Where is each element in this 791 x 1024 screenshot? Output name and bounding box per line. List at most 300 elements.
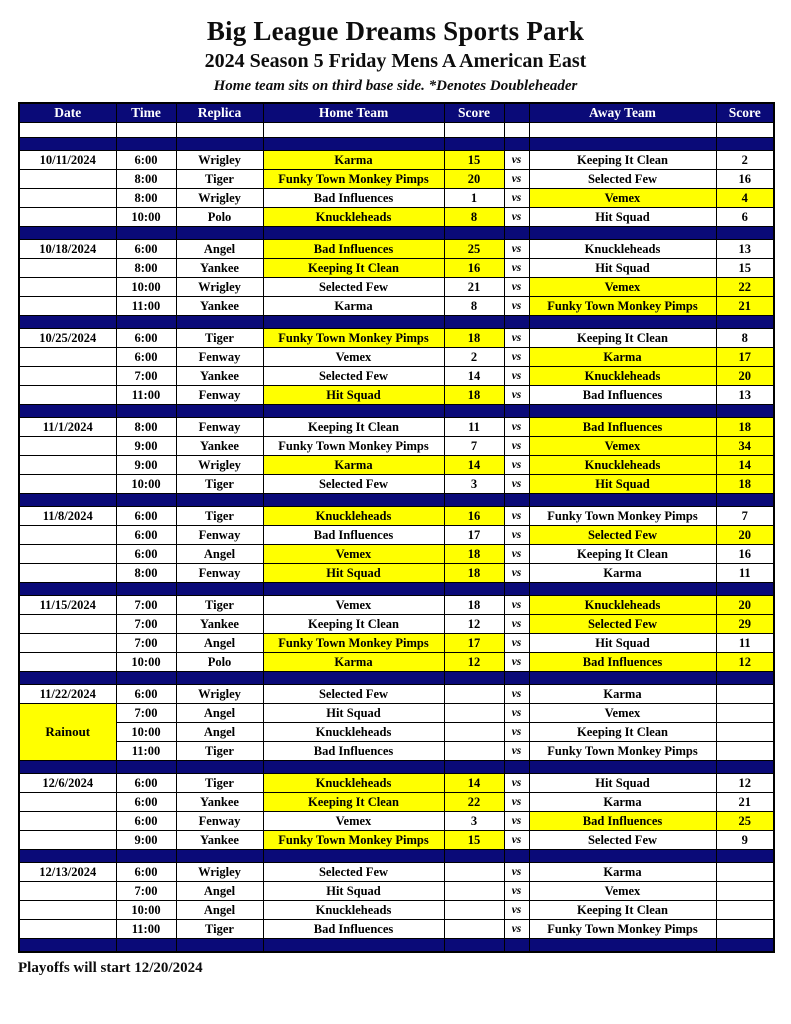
vs-cell: vs (504, 240, 529, 259)
vs-cell: vs (504, 653, 529, 672)
away-score-cell: 4 (716, 189, 774, 208)
away-score-cell: 16 (716, 170, 774, 189)
away-score-cell (716, 882, 774, 901)
replica-cell: Angel (176, 240, 263, 259)
away-team-cell: Bad Influences (529, 418, 716, 437)
home-score-cell: 18 (444, 386, 504, 405)
empty-cell (19, 123, 116, 138)
divider-cell (529, 761, 716, 774)
empty-cell (116, 123, 176, 138)
divider-cell (504, 316, 529, 329)
divider-cell (529, 583, 716, 596)
divider-cell (176, 405, 263, 418)
replica-cell: Angel (176, 882, 263, 901)
home-score-cell: 18 (444, 596, 504, 615)
home-score-cell: 20 (444, 170, 504, 189)
vs-cell: vs (504, 545, 529, 564)
away-score-cell: 11 (716, 564, 774, 583)
home-score-cell (444, 863, 504, 882)
away-score-cell: 11 (716, 634, 774, 653)
vs-cell: vs (504, 526, 529, 545)
game-row (19, 920, 774, 939)
vs-cell: vs (504, 863, 529, 882)
col-header-away-score: Score (716, 103, 774, 123)
divider-cell (263, 138, 444, 151)
replica-cell: Fenway (176, 386, 263, 405)
away-score-cell (716, 704, 774, 723)
col-header-away-team: Away Team (529, 103, 716, 123)
replica-cell: Fenway (176, 418, 263, 437)
home-score-cell: 17 (444, 526, 504, 545)
game-row (19, 507, 774, 526)
date-cell: 10/18/2024 (19, 240, 116, 259)
divider-cell (716, 850, 774, 863)
empty-cell (529, 123, 716, 138)
home-team-cell: Karma (263, 653, 444, 672)
time-cell: 7:00 (116, 596, 176, 615)
replica-cell: Yankee (176, 297, 263, 316)
home-score-cell: 18 (444, 545, 504, 564)
replica-cell: Wrigley (176, 151, 263, 170)
date-cell (19, 297, 116, 316)
game-row (19, 297, 774, 316)
home-score-cell (444, 704, 504, 723)
header-row (19, 103, 774, 123)
game-row (19, 278, 774, 297)
away-team-cell: Keeping It Clean (529, 901, 716, 920)
home-team-cell: Bad Influences (263, 742, 444, 761)
away-score-cell: 2 (716, 151, 774, 170)
home-score-cell: 15 (444, 831, 504, 850)
home-score-cell: 2 (444, 348, 504, 367)
time-cell: 6:00 (116, 329, 176, 348)
time-cell: 6:00 (116, 685, 176, 704)
schedule-table (18, 102, 775, 953)
vs-cell: vs (504, 259, 529, 278)
divider-cell (116, 138, 176, 151)
away-score-cell: 12 (716, 774, 774, 793)
date-cell: 10/25/2024 (19, 329, 116, 348)
game-row (19, 526, 774, 545)
game-row (19, 564, 774, 583)
date-cell: 12/6/2024 (19, 774, 116, 793)
vs-cell: vs (504, 723, 529, 742)
game-row (19, 475, 774, 494)
game-row (19, 208, 774, 227)
date-cell (19, 793, 116, 812)
away-score-cell: 21 (716, 297, 774, 316)
vs-cell: vs (504, 920, 529, 939)
replica-cell: Angel (176, 634, 263, 653)
away-score-cell: 18 (716, 475, 774, 494)
replica-cell: Yankee (176, 367, 263, 386)
home-score-cell: 3 (444, 475, 504, 494)
vs-cell: vs (504, 329, 529, 348)
date-cell (19, 348, 116, 367)
divider-cell (716, 494, 774, 507)
divider-cell (176, 138, 263, 151)
vs-cell: vs (504, 793, 529, 812)
time-cell: 10:00 (116, 475, 176, 494)
home-team-cell: Keeping It Clean (263, 615, 444, 634)
divider-cell (116, 939, 176, 953)
divider-cell (263, 227, 444, 240)
time-cell: 8:00 (116, 170, 176, 189)
vs-cell: vs (504, 456, 529, 475)
date-cell (19, 189, 116, 208)
away-team-cell: Karma (529, 348, 716, 367)
divider-cell (444, 672, 504, 685)
divider-cell (716, 227, 774, 240)
game-row (19, 704, 774, 723)
game-row (19, 418, 774, 437)
divider-cell (716, 761, 774, 774)
replica-cell: Angel (176, 723, 263, 742)
away-team-cell: Karma (529, 863, 716, 882)
home-team-cell: Bad Influences (263, 240, 444, 259)
home-score-cell: 17 (444, 634, 504, 653)
away-team-cell: Vemex (529, 278, 716, 297)
replica-cell: Tiger (176, 170, 263, 189)
away-team-cell: Karma (529, 793, 716, 812)
replica-cell: Wrigley (176, 863, 263, 882)
time-cell: 8:00 (116, 418, 176, 437)
time-cell: 6:00 (116, 507, 176, 526)
time-cell: 6:00 (116, 526, 176, 545)
divider-cell (529, 672, 716, 685)
away-team-cell: Knuckleheads (529, 456, 716, 475)
home-score-cell (444, 723, 504, 742)
col-header-vs (504, 103, 529, 123)
date-cell (19, 831, 116, 850)
time-cell: 6:00 (116, 151, 176, 170)
divider-cell (263, 494, 444, 507)
game-row (19, 545, 774, 564)
replica-cell: Tiger (176, 774, 263, 793)
home-team-cell: Keeping It Clean (263, 418, 444, 437)
time-cell: 6:00 (116, 774, 176, 793)
date-cell: 11/22/2024 (19, 685, 116, 704)
date-cell (19, 564, 116, 583)
divider-cell (504, 939, 529, 953)
divider-row (19, 494, 774, 507)
date-cell (19, 545, 116, 564)
divider-cell (529, 850, 716, 863)
away-score-cell (716, 863, 774, 882)
divider-cell (504, 761, 529, 774)
home-score-cell: 14 (444, 456, 504, 475)
game-row (19, 329, 774, 348)
divider-cell (176, 761, 263, 774)
schedule-body (19, 123, 774, 953)
away-team-cell: Hit Squad (529, 259, 716, 278)
game-row (19, 259, 774, 278)
divider-cell (116, 316, 176, 329)
away-score-cell (716, 920, 774, 939)
home-team-cell: Selected Few (263, 278, 444, 297)
rainout-cell: Rainout (19, 704, 116, 761)
vs-cell: vs (504, 685, 529, 704)
home-score-cell: 14 (444, 774, 504, 793)
away-team-cell: Selected Few (529, 170, 716, 189)
date-cell: 10/11/2024 (19, 151, 116, 170)
home-score-cell (444, 882, 504, 901)
home-team-cell: Karma (263, 297, 444, 316)
divider-cell (529, 494, 716, 507)
vs-cell: vs (504, 386, 529, 405)
away-score-cell: 34 (716, 437, 774, 456)
divider-cell (444, 405, 504, 418)
home-score-cell: 16 (444, 259, 504, 278)
divider-cell (444, 761, 504, 774)
vs-cell: vs (504, 367, 529, 386)
away-team-cell: Selected Few (529, 526, 716, 545)
time-cell: 6:00 (116, 348, 176, 367)
away-score-cell: 17 (716, 348, 774, 367)
away-team-cell: Karma (529, 685, 716, 704)
home-score-cell: 1 (444, 189, 504, 208)
away-score-cell: 21 (716, 793, 774, 812)
date-cell (19, 386, 116, 405)
game-row (19, 615, 774, 634)
vs-cell: vs (504, 831, 529, 850)
date-cell: 11/1/2024 (19, 418, 116, 437)
vs-cell: vs (504, 882, 529, 901)
divider-row (19, 939, 774, 953)
away-team-cell: Bad Influences (529, 812, 716, 831)
time-cell: 10:00 (116, 901, 176, 920)
time-cell: 8:00 (116, 259, 176, 278)
replica-cell: Tiger (176, 475, 263, 494)
replica-cell: Wrigley (176, 685, 263, 704)
divider-cell (116, 672, 176, 685)
replica-cell: Tiger (176, 596, 263, 615)
time-cell: 8:00 (116, 564, 176, 583)
vs-cell: vs (504, 596, 529, 615)
game-row (19, 812, 774, 831)
away-team-cell: Knuckleheads (529, 240, 716, 259)
time-cell: 9:00 (116, 831, 176, 850)
home-team-cell: Hit Squad (263, 564, 444, 583)
date-cell (19, 882, 116, 901)
home-team-cell: Funky Town Monkey Pimps (263, 634, 444, 653)
home-score-cell: 8 (444, 208, 504, 227)
home-score-cell: 12 (444, 653, 504, 672)
time-cell: 6:00 (116, 793, 176, 812)
divider-cell (116, 761, 176, 774)
home-score-cell: 18 (444, 329, 504, 348)
col-header-date: Date (19, 103, 116, 123)
home-team-cell: Selected Few (263, 475, 444, 494)
home-score-cell: 14 (444, 367, 504, 386)
vs-cell: vs (504, 297, 529, 316)
vs-cell: vs (504, 208, 529, 227)
divider-cell (263, 583, 444, 596)
divider-cell (716, 583, 774, 596)
vs-cell: vs (504, 189, 529, 208)
away-team-cell: Vemex (529, 704, 716, 723)
away-team-cell: Hit Squad (529, 774, 716, 793)
home-team-cell: Funky Town Monkey Pimps (263, 170, 444, 189)
vs-cell: vs (504, 901, 529, 920)
away-score-cell: 13 (716, 386, 774, 405)
away-team-cell: Selected Few (529, 831, 716, 850)
home-score-cell (444, 685, 504, 704)
home-team-cell: Funky Town Monkey Pimps (263, 831, 444, 850)
game-row (19, 348, 774, 367)
home-team-cell: Bad Influences (263, 920, 444, 939)
away-score-cell: 18 (716, 418, 774, 437)
home-team-cell: Hit Squad (263, 704, 444, 723)
divider-cell (504, 494, 529, 507)
away-score-cell: 20 (716, 367, 774, 386)
away-score-cell: 7 (716, 507, 774, 526)
date-cell (19, 456, 116, 475)
time-cell: 9:00 (116, 456, 176, 475)
home-score-cell (444, 901, 504, 920)
vs-cell: vs (504, 278, 529, 297)
away-score-cell: 9 (716, 831, 774, 850)
divider-cell (444, 227, 504, 240)
home-team-cell: Knuckleheads (263, 723, 444, 742)
away-team-cell: Bad Influences (529, 653, 716, 672)
away-team-cell: Hit Squad (529, 475, 716, 494)
home-score-cell: 8 (444, 297, 504, 316)
time-cell: 7:00 (116, 704, 176, 723)
divider-cell (19, 672, 116, 685)
vs-cell: vs (504, 418, 529, 437)
divider-cell (176, 316, 263, 329)
divider-row (19, 850, 774, 863)
away-team-cell: Keeping It Clean (529, 723, 716, 742)
replica-cell: Fenway (176, 564, 263, 583)
date-cell (19, 170, 116, 189)
away-team-cell: Selected Few (529, 615, 716, 634)
time-cell: 6:00 (116, 863, 176, 882)
date-cell: 11/8/2024 (19, 507, 116, 526)
divider-cell (19, 583, 116, 596)
divider-cell (504, 405, 529, 418)
date-cell (19, 475, 116, 494)
vs-cell: vs (504, 704, 529, 723)
away-team-cell: Funky Town Monkey Pimps (529, 920, 716, 939)
date-cell (19, 812, 116, 831)
vs-cell: vs (504, 170, 529, 189)
time-cell: 11:00 (116, 920, 176, 939)
replica-cell: Tiger (176, 507, 263, 526)
time-cell: 11:00 (116, 297, 176, 316)
time-cell: 7:00 (116, 615, 176, 634)
game-row (19, 634, 774, 653)
date-cell (19, 653, 116, 672)
away-team-cell: Vemex (529, 189, 716, 208)
away-team-cell: Funky Town Monkey Pimps (529, 507, 716, 526)
home-team-cell: Keeping It Clean (263, 793, 444, 812)
away-score-cell: 29 (716, 615, 774, 634)
home-team-cell: Karma (263, 151, 444, 170)
divider-cell (263, 939, 444, 953)
away-score-cell: 6 (716, 208, 774, 227)
empty-cell (504, 123, 529, 138)
col-header-replica: Replica (176, 103, 263, 123)
time-cell: 10:00 (116, 278, 176, 297)
game-row (19, 863, 774, 882)
divider-cell (19, 405, 116, 418)
divider-cell (716, 939, 774, 953)
vs-cell: vs (504, 151, 529, 170)
divider-cell (116, 583, 176, 596)
divider-cell (19, 761, 116, 774)
away-score-cell (716, 742, 774, 761)
replica-cell: Tiger (176, 329, 263, 348)
divider-cell (444, 850, 504, 863)
time-cell: 9:00 (116, 437, 176, 456)
away-score-cell: 25 (716, 812, 774, 831)
empty-cell (444, 123, 504, 138)
replica-cell: Wrigley (176, 456, 263, 475)
divider-cell (504, 850, 529, 863)
away-score-cell: 20 (716, 596, 774, 615)
home-score-cell (444, 742, 504, 761)
replica-cell: Wrigley (176, 189, 263, 208)
home-team-cell: Selected Few (263, 685, 444, 704)
col-header-home-score: Score (444, 103, 504, 123)
away-score-cell: 8 (716, 329, 774, 348)
replica-cell: Fenway (176, 526, 263, 545)
replica-cell: Yankee (176, 831, 263, 850)
divider-row (19, 672, 774, 685)
away-score-cell: 13 (716, 240, 774, 259)
home-team-cell: Vemex (263, 545, 444, 564)
away-score-cell (716, 723, 774, 742)
divider-cell (529, 939, 716, 953)
game-row (19, 793, 774, 812)
home-team-cell: Knuckleheads (263, 208, 444, 227)
divider-cell (504, 672, 529, 685)
replica-cell: Polo (176, 208, 263, 227)
home-team-cell: Karma (263, 456, 444, 475)
home-team-cell: Vemex (263, 812, 444, 831)
replica-cell: Tiger (176, 742, 263, 761)
divider-cell (19, 138, 116, 151)
divider-row (19, 316, 774, 329)
vs-cell: vs (504, 742, 529, 761)
away-team-cell: Bad Influences (529, 386, 716, 405)
time-cell: 7:00 (116, 634, 176, 653)
divider-cell (444, 583, 504, 596)
empty-cell (263, 123, 444, 138)
divider-cell (716, 405, 774, 418)
divider-cell (116, 494, 176, 507)
game-row (19, 151, 774, 170)
divider-cell (716, 316, 774, 329)
away-score-cell: 16 (716, 545, 774, 564)
home-team-cell: Keeping It Clean (263, 259, 444, 278)
date-cell (19, 259, 116, 278)
replica-cell: Tiger (176, 920, 263, 939)
divider-cell (716, 672, 774, 685)
away-score-cell: 14 (716, 456, 774, 475)
vs-cell: vs (504, 348, 529, 367)
divider-cell (444, 138, 504, 151)
divider-cell (19, 939, 116, 953)
divider-cell (444, 939, 504, 953)
home-team-cell: Knuckleheads (263, 901, 444, 920)
game-row (19, 723, 774, 742)
time-cell: 6:00 (116, 240, 176, 259)
divider-row (19, 405, 774, 418)
date-cell (19, 437, 116, 456)
